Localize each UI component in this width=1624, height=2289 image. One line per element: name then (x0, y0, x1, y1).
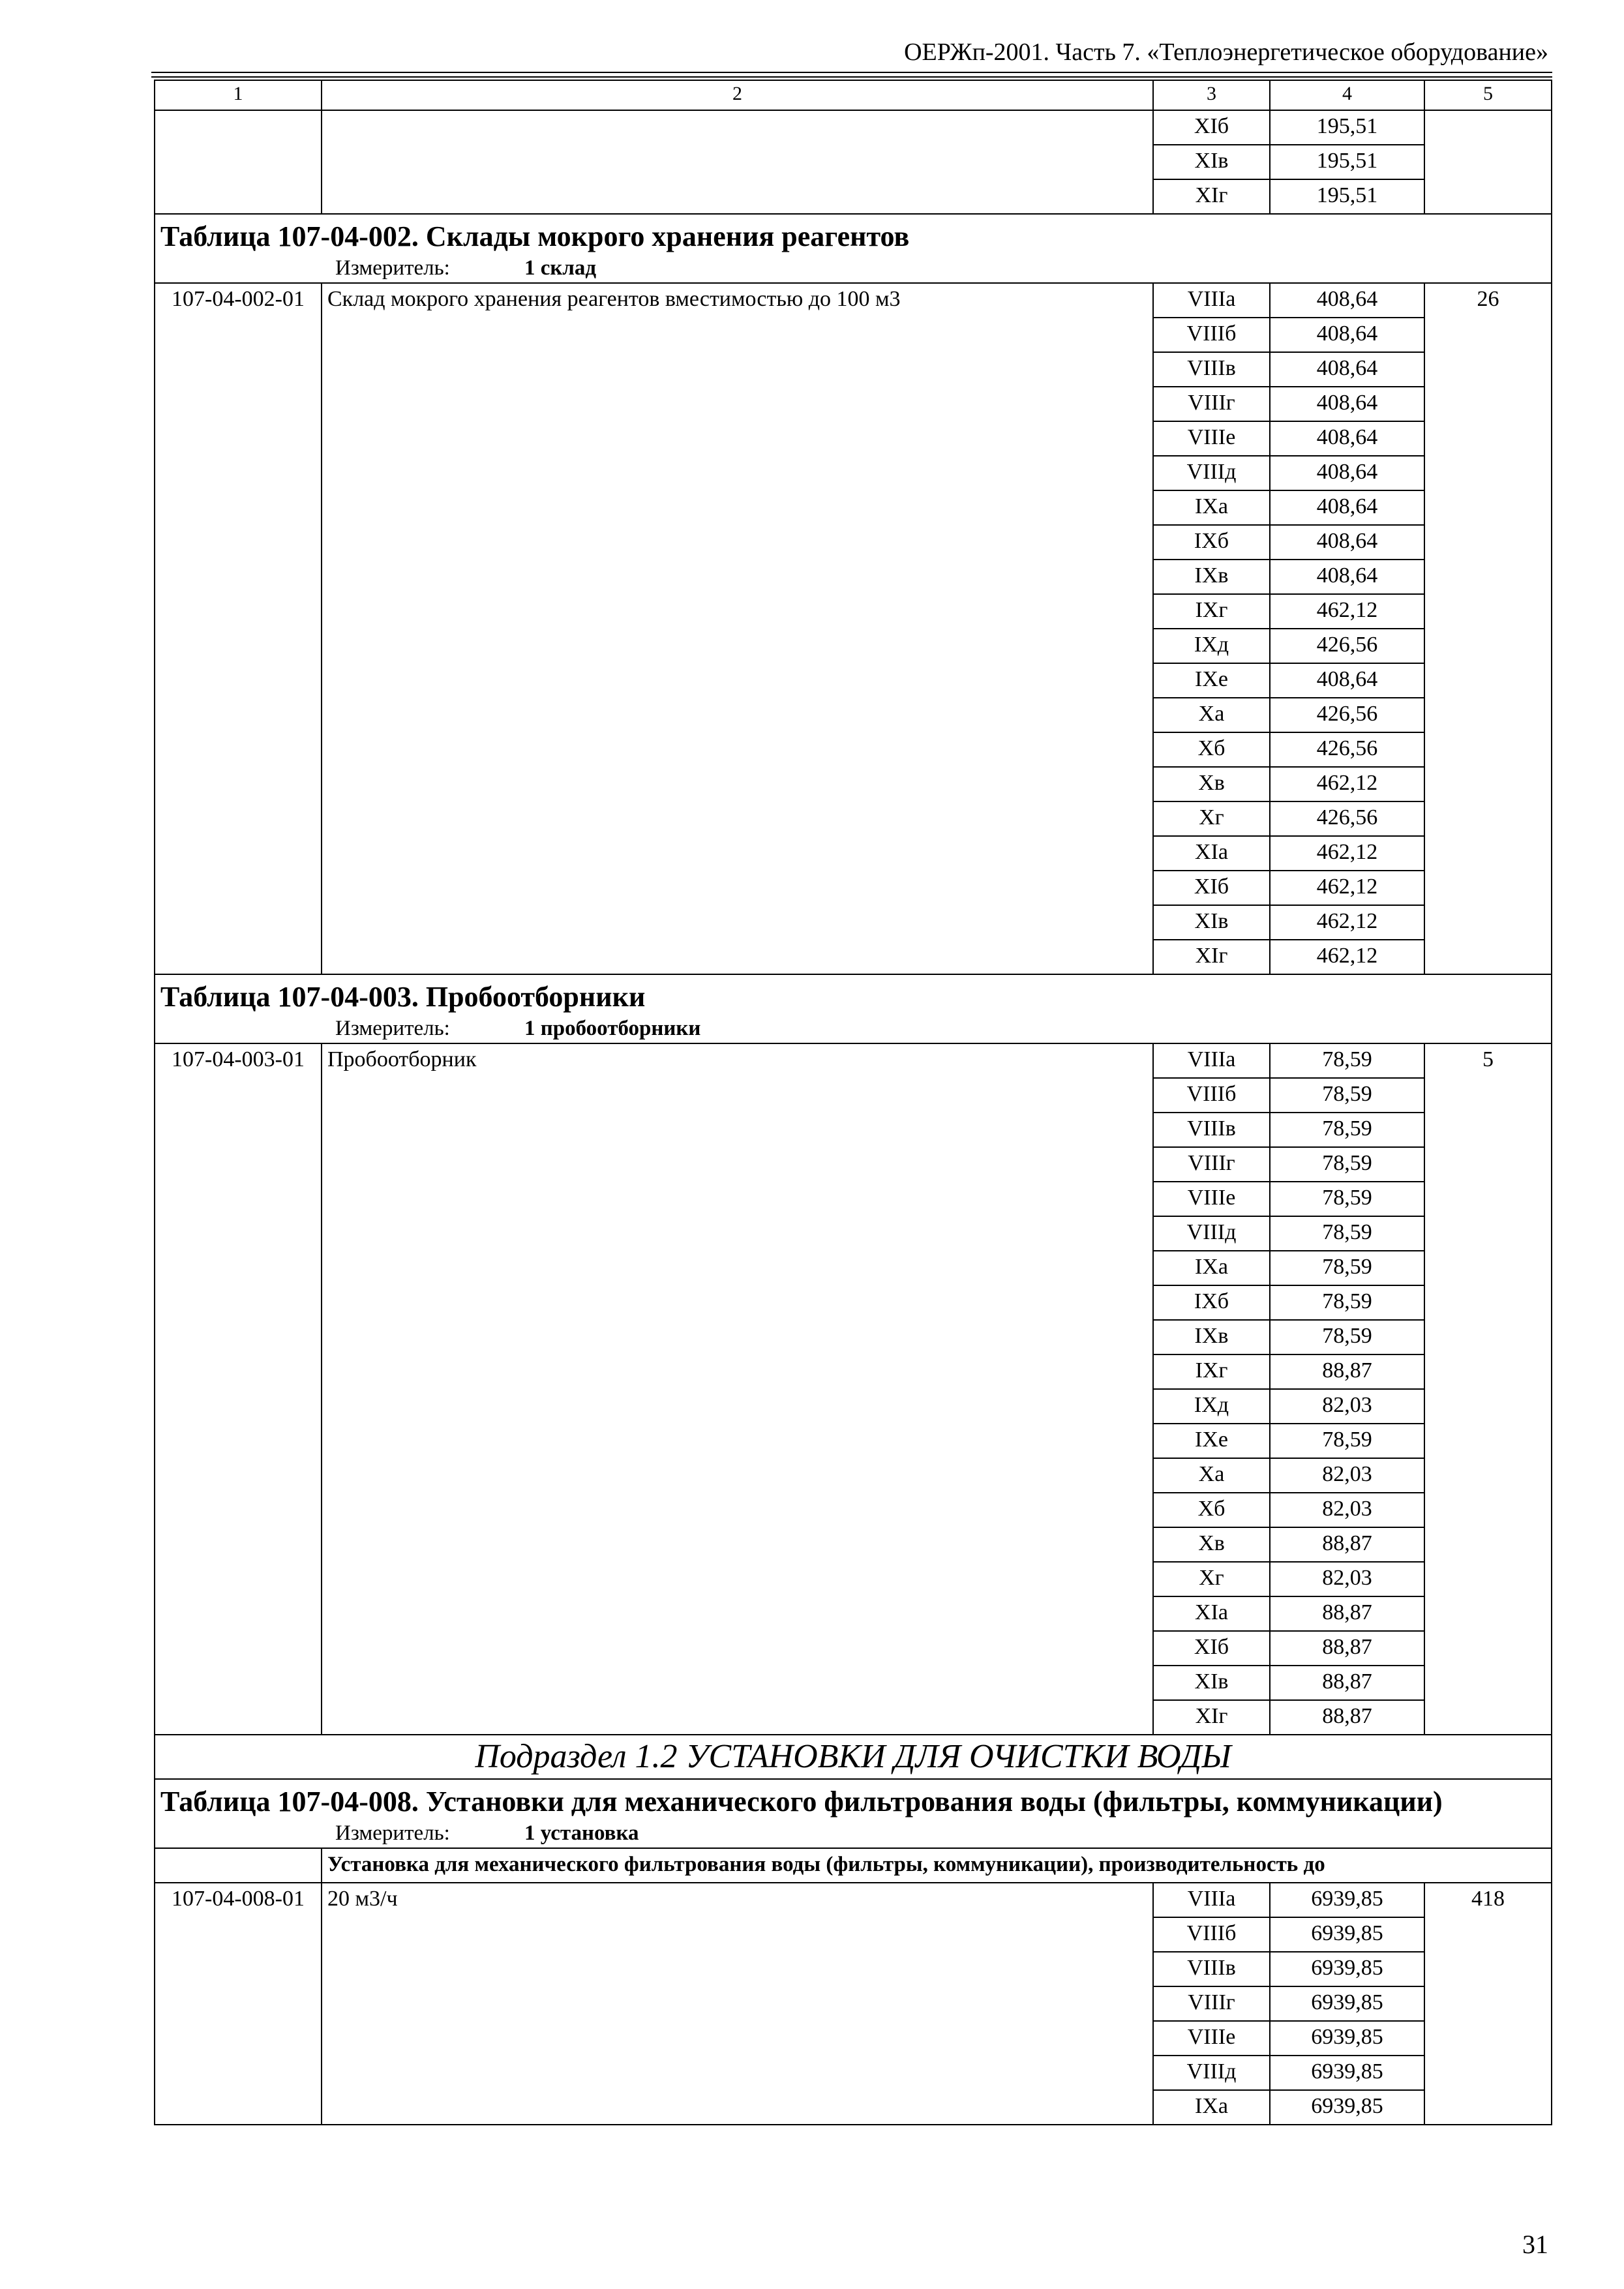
zone-cell: XIб (1153, 871, 1270, 905)
zone-cell: XIг (1153, 940, 1270, 974)
zone-cell: VIIIг (1153, 387, 1270, 421)
value-cell: 462,12 (1270, 905, 1424, 940)
table-title: Таблица 107-04-002. Склады мокрого хранения реагентов (155, 214, 1552, 255)
zone-cell: VIIIа (1153, 283, 1270, 318)
value-cell: 82,03 (1270, 1562, 1424, 1596)
value-cell: 6939,85 (1270, 1917, 1424, 1952)
zone-cell: VIIIа (1153, 1043, 1270, 1078)
value-cell: 426,56 (1270, 698, 1424, 732)
zone-cell: IXб (1153, 1285, 1270, 1320)
zone-cell: IXа (1153, 490, 1270, 525)
zone-cell: VIIIа (1153, 1883, 1270, 1917)
column-number-row (155, 80, 1552, 110)
value-cell: 408,64 (1270, 318, 1424, 352)
table-row (155, 1883, 1552, 1917)
value-cell: 408,64 (1270, 456, 1424, 490)
value-cell: 195,51 (1270, 110, 1424, 145)
code-cell: 107-04-002-01 (155, 283, 322, 974)
value-cell: 408,64 (1270, 283, 1424, 318)
zone-cell: IXв (1153, 560, 1270, 594)
zone-cell: VIIIб (1153, 318, 1270, 352)
subsection-title: Подраздел 1.2 УСТАНОВКИ ДЛЯ ОЧИСТКИ ВОДЫ (155, 1735, 1552, 1779)
zone-cell: VIIIе (1153, 421, 1270, 456)
value-cell: 78,59 (1270, 1078, 1424, 1113)
value-cell: 6939,85 (1270, 2090, 1424, 2125)
col5-cell: 26 (1424, 283, 1552, 974)
value-cell: 88,87 (1270, 1354, 1424, 1389)
zone-cell: XIа (1153, 1596, 1270, 1631)
value-cell: 408,64 (1270, 421, 1424, 456)
code-cell: 107-04-008-01 (155, 1883, 322, 2125)
zone-cell: Xг (1153, 801, 1270, 836)
value-cell: 88,87 (1270, 1666, 1424, 1700)
value-cell: 78,59 (1270, 1147, 1424, 1182)
zone-cell: VIIIв (1153, 1113, 1270, 1147)
value-cell: 88,87 (1270, 1631, 1424, 1666)
group-heading: Установка для механического фильтрования воды (фильтры, коммуникации), производительность до (322, 1848, 1552, 1883)
value-cell: 408,64 (1270, 387, 1424, 421)
subsection-row (155, 1735, 1552, 1779)
description-cell: Пробоотборник (322, 1043, 1153, 1735)
measure-row (155, 1820, 1552, 1848)
group-heading-row (155, 1848, 1552, 1883)
zone-cell: Xб (1153, 1493, 1270, 1527)
value-cell: 6939,85 (1270, 1952, 1424, 1986)
zone-cell: VIIIе (1153, 1182, 1270, 1216)
page-number: 31 (1522, 2230, 1548, 2259)
measure-label: Измеритель: (335, 1017, 450, 1040)
zone-cell: IXе (1153, 1424, 1270, 1458)
measure-row (155, 1015, 1552, 1043)
col5-cell: 5 (1424, 1043, 1552, 1735)
table-title-row (155, 1779, 1552, 1820)
zone-cell: Xв (1153, 1527, 1270, 1562)
rates-table (154, 80, 1552, 2125)
table-title-row (155, 974, 1552, 1015)
description-cell: 20 м3/ч (322, 1883, 1153, 2125)
value-cell: 78,59 (1270, 1182, 1424, 1216)
measure-label: Измеритель: (335, 1821, 450, 1845)
measure-line (155, 1820, 1552, 1848)
table-title: Таблица 107-04-008. Установки для механического фильтрования воды (фильтры, коммуникации) (155, 1779, 1552, 1820)
value-cell: 6939,85 (1270, 1986, 1424, 2021)
zone-cell: VIIIе (1153, 2021, 1270, 2056)
zone-cell: VIIIд (1153, 456, 1270, 490)
column-header-1: 1 (155, 80, 322, 110)
value-cell: 462,12 (1270, 594, 1424, 629)
value-cell: 78,59 (1270, 1113, 1424, 1147)
value-cell: 408,64 (1270, 560, 1424, 594)
zone-cell: VIIIг (1153, 1147, 1270, 1182)
header-rule-double (151, 76, 1552, 78)
zone-cell: IXв (1153, 1320, 1270, 1354)
zone-cell: IXг (1153, 1354, 1270, 1389)
measure-row (155, 255, 1552, 283)
value-cell: 82,03 (1270, 1493, 1424, 1527)
zone-cell: VIIIб (1153, 1917, 1270, 1952)
zone-cell: XIб (1153, 1631, 1270, 1666)
description-cell (322, 110, 1153, 214)
value-cell: 88,87 (1270, 1527, 1424, 1562)
value-cell: 462,12 (1270, 940, 1424, 974)
value-cell: 195,51 (1270, 179, 1424, 214)
column-header-3: 3 (1153, 80, 1270, 110)
value-cell: 78,59 (1270, 1424, 1424, 1458)
zone-cell: Xг (1153, 1562, 1270, 1596)
zone-cell: Xб (1153, 732, 1270, 767)
value-cell: 78,59 (1270, 1043, 1424, 1078)
rates-table-body (155, 80, 1552, 2125)
value-cell: 408,64 (1270, 525, 1424, 560)
zone-cell: XIб (1153, 110, 1270, 145)
zone-cell: VIIIд (1153, 1216, 1270, 1251)
zone-cell: Xа (1153, 1458, 1270, 1493)
column-header-4: 4 (1270, 80, 1424, 110)
value-cell: 78,59 (1270, 1285, 1424, 1320)
value-cell: 408,64 (1270, 490, 1424, 525)
measure-value: 1 склад (524, 256, 597, 280)
header-rule (151, 72, 1552, 73)
zone-cell: IXе (1153, 663, 1270, 698)
zone-cell: VIIIв (1153, 1952, 1270, 1986)
zone-cell: IXд (1153, 629, 1270, 663)
zone-cell: XIв (1153, 145, 1270, 179)
zone-cell: IXа (1153, 2090, 1270, 2125)
zone-cell: VIIIг (1153, 1986, 1270, 2021)
value-cell: 82,03 (1270, 1458, 1424, 1493)
measure-line (155, 255, 1552, 283)
zone-cell: IXа (1153, 1251, 1270, 1285)
value-cell: 82,03 (1270, 1389, 1424, 1424)
zone-cell: IXг (1153, 594, 1270, 629)
zone-cell: XIг (1153, 1700, 1270, 1735)
value-cell: 78,59 (1270, 1216, 1424, 1251)
zone-cell: IXд (1153, 1389, 1270, 1424)
zone-cell: VIIIд (1153, 2056, 1270, 2090)
value-cell: 88,87 (1270, 1596, 1424, 1631)
value-cell: 426,56 (1270, 801, 1424, 836)
value-cell: 6939,85 (1270, 2021, 1424, 2056)
code-cell (155, 110, 322, 214)
col5-cell (1424, 110, 1552, 214)
value-cell: 408,64 (1270, 352, 1424, 387)
code-cell: 107-04-003-01 (155, 1043, 322, 1735)
value-cell: 88,87 (1270, 1700, 1424, 1735)
value-cell: 6939,85 (1270, 2056, 1424, 2090)
page-header: ОЕРЖп-2001. Часть 7. «Теплоэнергетическое оборудование» (904, 38, 1548, 66)
zone-cell: XIв (1153, 905, 1270, 940)
zone-cell: XIв (1153, 1666, 1270, 1700)
zone-cell: XIа (1153, 836, 1270, 871)
value-cell: 408,64 (1270, 663, 1424, 698)
table-row (155, 283, 1552, 318)
zone-cell: IXб (1153, 525, 1270, 560)
value-cell: 195,51 (1270, 145, 1424, 179)
value-cell: 78,59 (1270, 1251, 1424, 1285)
value-cell: 462,12 (1270, 871, 1424, 905)
value-cell: 462,12 (1270, 767, 1424, 801)
description-cell: Склад мокрого хранения реагентов вместимостью до 100 м3 (322, 283, 1153, 974)
value-cell: 426,56 (1270, 732, 1424, 767)
measure-label: Измеритель: (335, 256, 450, 280)
table-row (155, 110, 1552, 145)
value-cell: 426,56 (1270, 629, 1424, 663)
zone-cell: VIIIв (1153, 352, 1270, 387)
zone-cell: XIг (1153, 179, 1270, 214)
code-cell (155, 1848, 322, 1883)
zone-cell: VIIIб (1153, 1078, 1270, 1113)
value-cell: 78,59 (1270, 1320, 1424, 1354)
value-cell: 6939,85 (1270, 1883, 1424, 1917)
column-header-2: 2 (322, 80, 1153, 110)
table-title-row (155, 214, 1552, 255)
zone-cell: Xа (1153, 698, 1270, 732)
column-header-5: 5 (1424, 80, 1552, 110)
measure-value: 1 пробоотборники (524, 1017, 701, 1040)
measure-line (155, 1015, 1552, 1043)
zone-cell: Xв (1153, 767, 1270, 801)
col5-cell: 418 (1424, 1883, 1552, 2125)
measure-value: 1 установка (524, 1821, 639, 1845)
value-cell: 462,12 (1270, 836, 1424, 871)
table-row (155, 1043, 1552, 1078)
table-title: Таблица 107-04-003. Пробоотборники (155, 974, 1552, 1015)
